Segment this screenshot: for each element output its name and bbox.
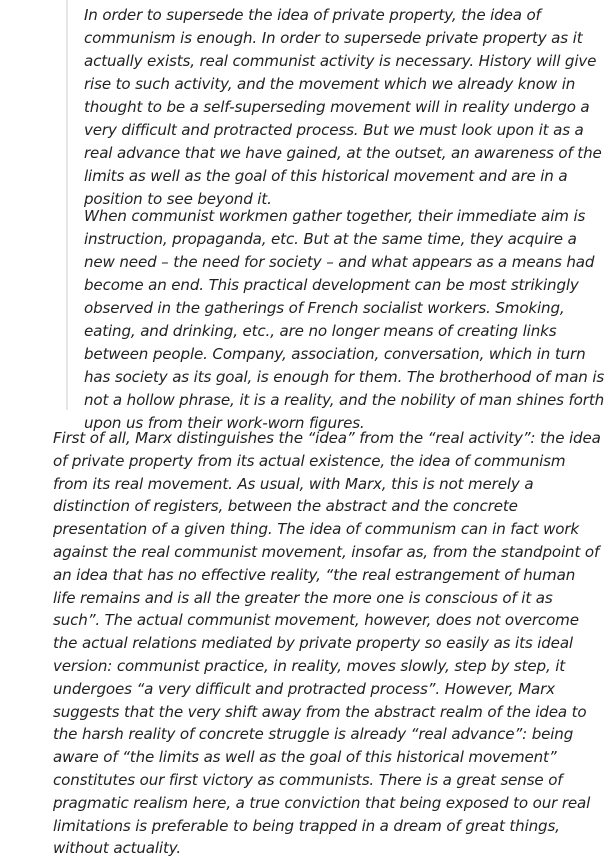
blockquote: [66, 0, 614, 432]
quote-paragraph: In order to supersede the idea of private property, the idea of communism is enough. In order to supersede private property as it actually exists, real communist activity is necessary. History will give rise to such activity, and the movement which we already know in thought to be a self-superseding movement will in reality undergo a very difficult and protracted process. But we must look upon it as a real advance that we have gained, at the outset, an awareness of the limits as well as the goal of this historical movement and are in a position to see beyond it.: [84, 6, 602, 208]
quote-paragraph: When communist workmen gather together, their immediate aim is instruction, propaganda, etc. But at the same time, they acquire a new need – the need for society – and what appears as a means had become an end. This practical development can be most strikingly observed in the gatherings of French socialist workers. Smoking, eating, and drinking, etc., are no longer means of creating links between people. Company, association, conversation, which in turn has society as its goal, is enough for them. The brotherhood of man is not a hollow phrase, it is a reality, and the nobility of man shines forth upon us from their work-worn figures.: [84, 207, 605, 432]
body-paragraph: First of all, Marx distinguishes the “idea” from the “real activity”: the idea of private property from its actual existence, the idea of communism from its real movement. As usual, with Marx, this is not merely a distinction of registers, between the abstract and the concrete presentation of a given thing. The idea of communism can in fact work against the real communist movement, insofar as, from the standpoint of an idea that has no effective reality, “the real estrangement of human life remains and is all the greater the more one is conscious of it as such”. The actual communist movement, however, does not overcome the actual relations mediated by private property so easily as its ideal version: communist practice, in reality, moves slowly, step by step, it undergoes “a very difficult and protracted process”. However, Marx suggests that the very shift away from the abstract realm of the idea to the harsh reality of concrete struggle is already “real advance”: being aware of “the limits as well as the goal of this historical movement” constitutes our first victory as communists. There is a great sense of pragmatic realism here, a true conviction that being exposed to our real limitations is preferable to being trapped in a dream of great things, without actuality.: [53, 429, 601, 858]
